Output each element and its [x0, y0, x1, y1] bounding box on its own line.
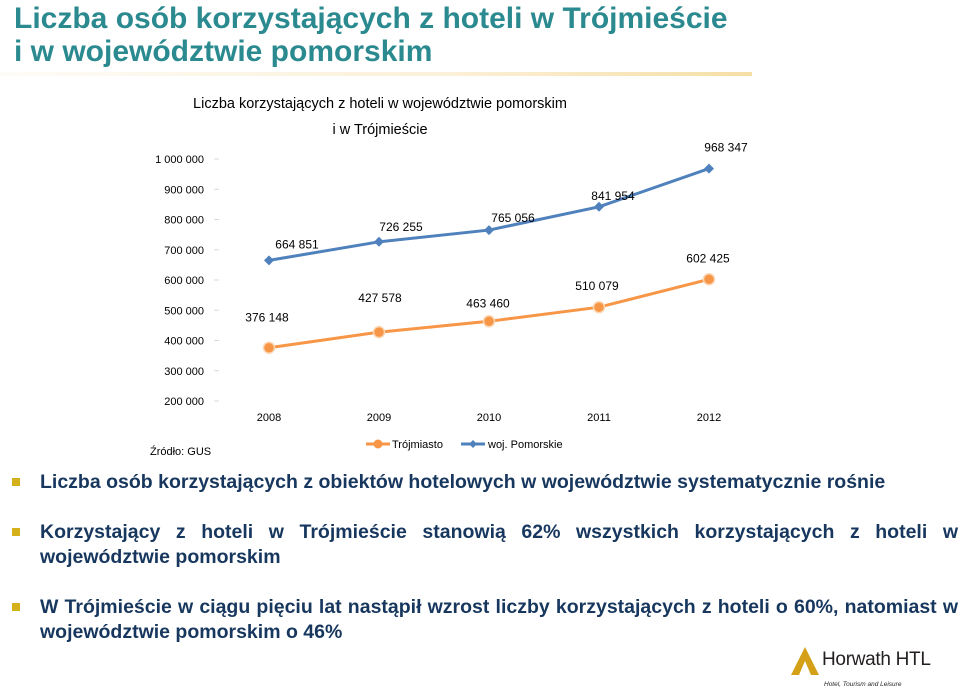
bullet-text: W Trójmieście w ciągu pięciu lat nastąpił wzrost liczby korzystających z hoteli o 60%, natomiast w województwie pomorskim o 46%	[40, 596, 958, 643]
x-tick-label: 2010	[476, 412, 502, 424]
chart-title-line-2: i w Trójmieście	[332, 122, 428, 138]
y-tick-label: 400 000	[164, 335, 204, 348]
logo-text: Horwath HTL	[822, 649, 931, 670]
data-label-trojmiasto: 602 425	[686, 251, 730, 266]
data-label-woj-pomorskie: 841 954	[591, 188, 635, 203]
data-point-trojmiasto	[594, 302, 605, 313]
bullet-text: Liczba osób korzystających z obiektów hotelowych w województwie systematycznie rośnie	[40, 471, 886, 493]
title-underline	[0, 72, 752, 76]
data-point-woj-pomorskie	[374, 237, 384, 247]
bullet-list	[10, 470, 958, 670]
data-point-woj-pomorskie	[594, 202, 604, 212]
x-tick-label: 2011	[587, 412, 611, 424]
data-label-trojmiasto: 376 148	[245, 310, 289, 325]
series-line-woj-pomorskie	[269, 169, 709, 261]
bullet-text: Korzystający z hoteli w Trójmieście stanowią 62% wszystkich korzystających z hoteli w województwie pomorskim	[40, 521, 958, 568]
x-tick-label: 2012	[696, 412, 722, 424]
legend-marker-trojmiasto	[374, 440, 383, 449]
bullet-marker	[12, 478, 20, 486]
legend-label-woj-pomorskie: woj. Pomorskie	[488, 439, 563, 451]
page-title-line-1: Liczba osób korzystających z hoteli w Trójmieście	[14, 2, 728, 35]
logo-tagline: Hotel, Tourism and Leisure	[824, 681, 902, 688]
legend-label-trojmiasto: Trójmiasto	[392, 439, 443, 451]
legend-marker-woj-pomorskie	[469, 440, 477, 448]
source-note: Źródło: GUS	[150, 446, 212, 458]
data-label-trojmiasto: 427 578	[358, 291, 402, 306]
y-tick-label: 1 000 000	[155, 154, 204, 166]
series-line-trojmiasto	[269, 279, 709, 347]
bullet-marker	[12, 603, 20, 611]
y-tick-label: 500 000	[164, 305, 204, 318]
y-tick-label: 700 000	[164, 244, 204, 257]
data-point-woj-pomorskie	[484, 225, 494, 235]
page-title	[14, 2, 944, 68]
bullet-item	[10, 595, 958, 645]
bullet-item	[10, 470, 958, 495]
data-point-trojmiasto	[264, 342, 275, 353]
bullet-item	[10, 520, 958, 570]
y-tick-label: 900 000	[164, 184, 204, 197]
data-label-woj-pomorskie: 726 255	[379, 219, 423, 234]
x-tick-label: 2009	[366, 412, 392, 424]
bullet-marker	[12, 528, 20, 536]
y-tick-label: 200 000	[164, 396, 204, 408]
logo-mark-icon	[790, 646, 820, 676]
data-label-trojmiasto: 510 079	[575, 279, 619, 294]
data-label-trojmiasto: 463 460	[466, 296, 510, 311]
y-tick-label: 300 000	[164, 365, 204, 378]
data-label-woj-pomorskie: 664 851	[275, 237, 319, 252]
chart-title-line-1: Liczba korzystających z hoteli w województwie pomorskim	[193, 96, 567, 112]
x-tick-label: 2008	[256, 412, 282, 424]
data-point-trojmiasto	[704, 274, 715, 285]
horwath-htl-logo	[790, 646, 955, 692]
page-title-line-2: i w województwie pomorskim	[14, 35, 433, 68]
data-label-woj-pomorskie: 968 347	[704, 140, 748, 155]
data-point-trojmiasto	[374, 327, 385, 338]
data-point-woj-pomorskie	[704, 164, 714, 174]
y-tick-label: 800 000	[164, 214, 204, 227]
data-point-woj-pomorskie	[264, 255, 274, 265]
data-label-woj-pomorskie: 765 056	[491, 211, 535, 226]
y-tick-label: 600 000	[164, 275, 204, 287]
data-point-trojmiasto	[484, 316, 495, 327]
line-chart	[0, 80, 960, 460]
